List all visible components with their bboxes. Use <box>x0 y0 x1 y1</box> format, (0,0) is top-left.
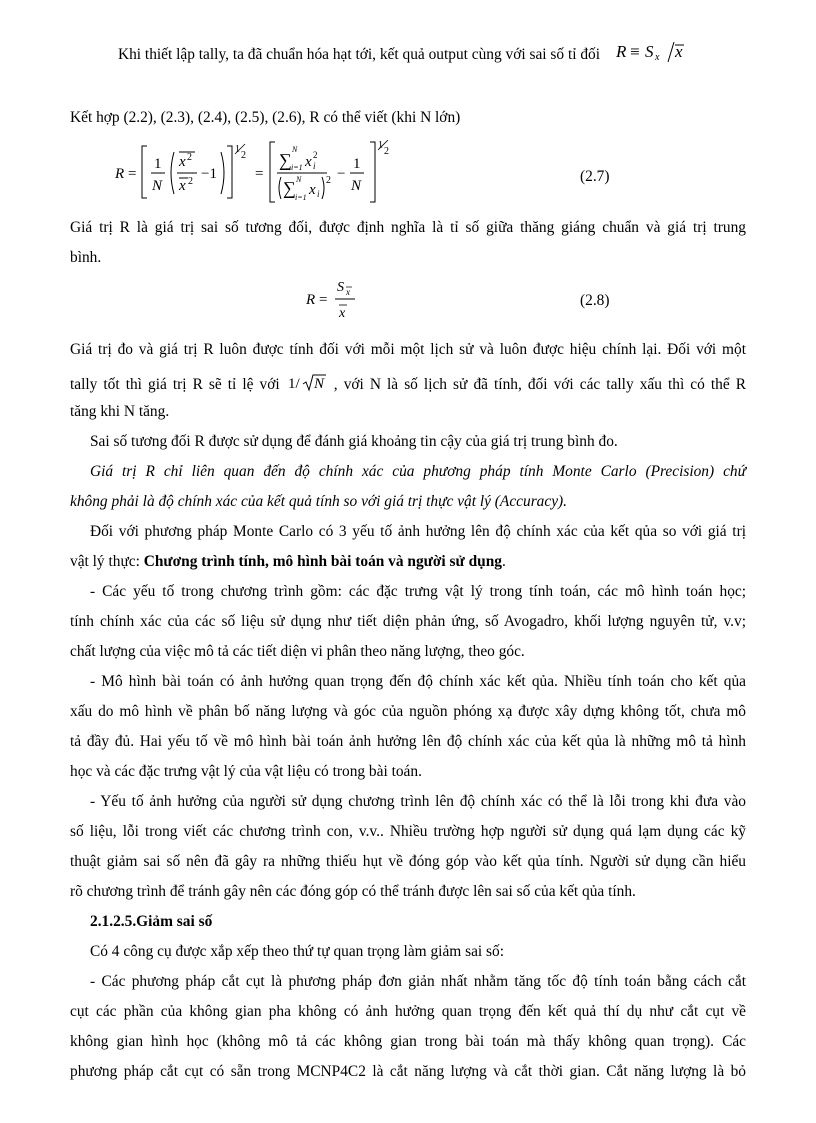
equation-2-8-graphic <box>306 274 366 324</box>
svg-text:N: N <box>313 376 324 392</box>
paragraph-10-line-2: số liệu, lỗi trong viết các chương trình con, v.v.. Nhiều trường hợp người sử dụng quá lạm dụng các kỹ <box>70 823 746 840</box>
paragraph-text: Khi thiết lập tally, ta đã chuẩn hóa hạt tới, kết quả output cùng với sai số tỉ đối <box>118 46 601 63</box>
paragraph-10-line-1: - Yếu tố ảnh hưởng của người sử dụng chương trình lên độ chính xác có thể là lỗi trong khi đưa vào <box>90 793 746 810</box>
relative-error-formula <box>616 44 686 63</box>
svg-text:1: 1 <box>378 140 383 151</box>
paragraph-text: . <box>502 553 506 570</box>
svg-text:i: i <box>313 161 316 171</box>
paragraph-10-line-3: thuật giảm sai số nên đã gây ra những thiếu hụt về đóng góp vào kết qủa tính. Người sử dụng cần hiểu <box>70 853 746 870</box>
paragraph-10-line-4: rõ chương trình để tránh gây nên các đóng góp có thể tránh được lên sai số của kết qủa tính. <box>70 883 636 900</box>
svg-text:1: 1 <box>154 156 162 172</box>
svg-text:x: x <box>179 178 186 194</box>
svg-text:x: x <box>674 42 683 61</box>
svg-text:x: x <box>305 154 312 170</box>
svg-text:1/: 1/ <box>287 376 300 392</box>
svg-text:∑: ∑ <box>279 150 292 170</box>
svg-text:N: N <box>292 145 298 154</box>
equation-2-8-number: (2.8) <box>580 292 610 309</box>
svg-text:S: S <box>644 42 654 61</box>
paragraph-8-line-3: chất lượng của việc mô tả các tiết diện vi phân theo năng lượng, theo góc. <box>70 643 525 660</box>
paragraph-9-line-2: xấu do mô hình về phân bố năng lượng và góc của nguồn phóng xạ được xây dựng không tốt, chưa mô <box>70 703 746 720</box>
formula-r-equiv-sx-over-xbar <box>616 40 686 64</box>
svg-text:1: 1 <box>235 144 240 155</box>
svg-text:2: 2 <box>188 176 193 187</box>
paragraph-1 <box>118 40 686 65</box>
formula-1-over-sqrt-n <box>286 372 328 394</box>
svg-text:N: N <box>351 178 362 194</box>
paragraph-3-line-1: Giá trị R là giá trị sai số tương đối, được định nghĩa là tỉ số giữa thăng giáng chuẩn và giá trị trung <box>70 219 746 236</box>
svg-text:R: R <box>306 292 316 308</box>
svg-text:=: = <box>255 166 264 182</box>
paragraph-9-line-4: học và các đặc trưng vật lý của vật liệu có trong bài toán. <box>70 763 422 780</box>
paragraph-12-line-3: không gian hình học (không mô tả các không gian trong bài toán mà thấy không quan trọng). Các <box>70 1033 746 1050</box>
paragraph-11: Có 4 công cụ được xắp xếp theo thứ tự quan trọng làm giảm sai số: <box>90 943 505 960</box>
svg-text:−: − <box>337 166 346 182</box>
paragraph-text: tally tốt thì giá trị R sẽ tỉ lệ với <box>70 376 280 393</box>
svg-text:N: N <box>152 178 163 194</box>
svg-text:−1: −1 <box>201 166 217 182</box>
svg-text:2: 2 <box>326 175 331 186</box>
paragraph-6-line-1: Giá trị R chỉ liên quan đến độ chính xác của phương pháp tính Monte Carlo (Precision) chứ <box>90 463 746 480</box>
svg-text:∑: ∑ <box>283 178 296 198</box>
equation-2-7 <box>115 138 415 209</box>
inverse-sqrt-n-formula <box>286 376 334 393</box>
equation-2-7-number: (2.7) <box>580 168 610 185</box>
svg-text:2: 2 <box>187 152 192 163</box>
svg-text:N: N <box>296 175 302 184</box>
paragraph-7-line-2 <box>70 552 506 572</box>
svg-text:R: R <box>615 42 627 61</box>
paragraph-8-line-1: - Các yếu tố trong chương trình gồm: các đặc trưng vật lý trong tính toán, các mô hình toán học; <box>90 583 746 600</box>
equation-2-8 <box>306 274 366 329</box>
paragraph-2: Kết hợp (2.2), (2.3), (2.4), (2.5), (2.6), R có thể viết (khi N lớn) <box>70 109 461 126</box>
svg-text:S: S <box>337 280 344 295</box>
svg-text:x: x <box>346 287 350 297</box>
paragraph-3-line-2: bình. <box>70 249 102 266</box>
svg-text:=: = <box>128 166 137 182</box>
paragraph-12-line-2: cụt các phần của không gian pha không có ảnh hưởng quan trọng đến kết quả thí dụ như cắt cụt về <box>70 1003 746 1020</box>
paragraph-9-line-3: tả đầy đủ. Hai yếu tố về mô hình bài toán ảnh hưởng lên độ chính xác của kết qủa là những mô tả hình <box>70 733 746 750</box>
svg-text:i: i <box>317 189 320 199</box>
svg-text:≡: ≡ <box>629 42 640 61</box>
svg-text:x: x <box>339 306 346 321</box>
svg-text:2: 2 <box>384 146 389 157</box>
svg-text:i=1: i=1 <box>295 193 307 202</box>
svg-text:x: x <box>179 154 186 170</box>
svg-text:1: 1 <box>353 156 361 172</box>
paragraph-7-line-1: Đối với phương pháp Monte Carlo có 3 yếu tố ảnh hưởng lên độ chính xác của kết qủa so với giá trị <box>90 523 746 540</box>
svg-text:2: 2 <box>313 150 318 160</box>
svg-text:=: = <box>319 292 328 308</box>
paragraph-12-line-4: phương pháp cắt cụt có sẵn trong MCNP4C2 là cắt năng lượng và cắt thời gian. Cắt năng lượng là bỏ <box>70 1063 746 1080</box>
paragraph-4-line-1: Giá trị đo và giá trị R luôn được tính đối với mỗi một lịch sử và luôn được hiệu chính lại. Đối với một <box>70 341 746 358</box>
paragraph-text: vật lý thực: <box>70 553 144 570</box>
section-heading: 2.1.2.5.Giảm sai số <box>90 913 213 930</box>
paragraph-text: , với N là số lịch sử đã tính, đối với các tally xấu thì có thể R <box>333 376 746 393</box>
paragraph-5: Sai số tương đối R được sử dụng để đánh giá khoảng tin cậy của giá trị trung bình đo. <box>90 433 618 450</box>
paragraph-9-line-1: - Mô hình bài toán có ảnh hưởng quan trọng đến độ chính xác kết qủa. Nhiều tính toán cho kết qủa <box>90 673 746 690</box>
emphasis-text: Chương trình tính, mô hình bài toán và người sử dụng <box>143 553 502 570</box>
svg-text:x: x <box>309 182 316 198</box>
paragraph-4-line-2 <box>70 372 746 395</box>
paragraph-12-line-1: - Các phương pháp cắt cụt là phương pháp đơn giản nhất nhằm tăng tốc độ tính toán bằng cách cắt <box>90 973 746 990</box>
svg-text:2: 2 <box>241 150 246 161</box>
svg-text:R: R <box>115 166 125 182</box>
svg-text:x: x <box>654 52 660 63</box>
paragraph-8-line-2: tính chính xác của các số liệu sử dụng như tiết diện phản ứng, số Avogadro, khối lượng nguyên tử, v.v; <box>70 613 746 630</box>
paragraph-6-line-2: không phải là độ chính xác của kết quả tính so với giá trị thực vật lý (Accuracy). <box>70 493 568 510</box>
equation-2-7-graphic <box>115 138 415 204</box>
paragraph-4-line-3: tăng khi N tăng. <box>70 403 170 420</box>
svg-text:i=1: i=1 <box>291 163 303 172</box>
